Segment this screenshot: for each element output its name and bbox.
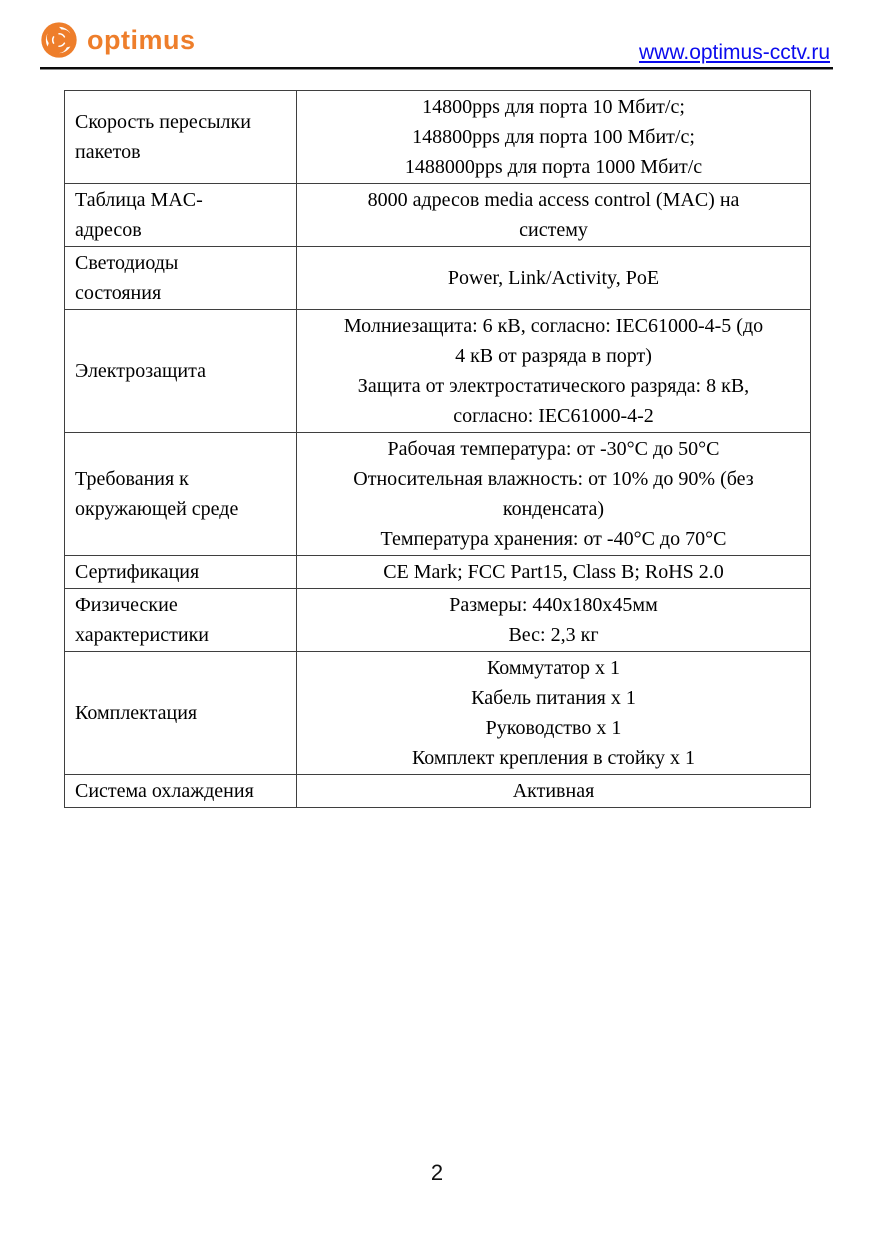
spec-value-line: Руководство x 1 xyxy=(485,717,622,739)
spec-value-cell xyxy=(297,589,811,652)
spec-value-line: Молниезащита: 6 кВ, согласно: IEC61000-4-5 (до xyxy=(343,315,764,337)
spec-value-line: систему xyxy=(519,219,588,241)
table-row xyxy=(65,589,811,652)
spec-value-cell xyxy=(297,91,811,184)
table-row xyxy=(65,91,811,184)
spec-value-line: Защита от электростатического разряда: 8 кВ, xyxy=(357,375,750,397)
spec-value-line: Размеры: 440x180x45мм xyxy=(449,594,658,616)
aperture-icon xyxy=(40,21,78,59)
spec-label-cell xyxy=(65,91,297,184)
spec-label-line: Физические xyxy=(75,594,178,616)
spec-value-cell xyxy=(297,433,811,556)
spec-value-cell xyxy=(297,775,811,808)
spec-label-line: Комплектация xyxy=(75,702,198,724)
spec-value-line: Рабочая температура: от -30°C до 50°C xyxy=(387,438,720,460)
spec-value-cell xyxy=(297,556,811,589)
logo-wordmark: optimus xyxy=(87,25,196,55)
header-divider xyxy=(40,67,833,70)
spec-value-line: Температура хранения: от -40°C до 70°C xyxy=(380,528,727,550)
spec-value-line: Коммутатор x 1 xyxy=(486,657,621,679)
table-row xyxy=(65,310,811,433)
spec-value-line: Power, Link/Activity, PoE xyxy=(447,267,660,289)
spec-label-cell xyxy=(65,589,297,652)
spec-value-line: CE Mark; FCC Part15, Class B; RoHS 2.0 xyxy=(383,561,724,583)
spec-label-line: Скорость пересылки xyxy=(75,111,251,133)
spec-value-line: 8000 адресов media access control (MAC) на xyxy=(367,189,740,211)
spec-value-line: Активная xyxy=(512,780,595,802)
page-number: 2 xyxy=(430,1160,444,1185)
spec-value-line: Вес: 2,3 кг xyxy=(508,624,599,646)
spec-value-line: конденсата) xyxy=(502,498,605,520)
spec-value-cell xyxy=(297,184,811,247)
spec-label-cell xyxy=(65,310,297,433)
spec-label-line: адресов xyxy=(75,219,142,241)
spec-value-line: согласно: IEC61000-4-2 xyxy=(453,405,654,427)
spec-label-cell xyxy=(65,775,297,808)
spec-value-cell xyxy=(297,247,811,310)
table-row xyxy=(65,433,811,556)
spec-label-line: пакетов xyxy=(75,141,141,163)
spec-label-line: окружающей среде xyxy=(75,498,239,520)
optimus-logo xyxy=(40,21,196,59)
spec-label-line: Электрозащита xyxy=(75,360,206,382)
spec-label-line: Сертификация xyxy=(75,561,200,583)
spec-value-line: 4 кВ от разряда в порт) xyxy=(455,345,652,367)
spec-value-line: 1488000pps для порта 1000 Мбит/с xyxy=(404,156,703,178)
table-row xyxy=(65,556,811,589)
spec-label-cell xyxy=(65,652,297,775)
spec-label-cell xyxy=(65,556,297,589)
spec-table-body xyxy=(65,91,811,808)
table-row xyxy=(65,247,811,310)
spec-label-cell xyxy=(65,247,297,310)
spec-label-line: Требования к xyxy=(75,468,189,490)
spec-table xyxy=(64,90,811,808)
site-link[interactable]: www.optimus-cctv.ru xyxy=(639,41,830,64)
spec-label-cell xyxy=(65,433,297,556)
spec-label-line: характеристики xyxy=(75,624,210,646)
spec-label-line: Система охлаждения xyxy=(75,780,254,802)
table-row xyxy=(65,184,811,247)
table-row xyxy=(65,652,811,775)
spec-value-cell xyxy=(297,652,811,775)
spec-value-line: Комплект крепления в стойку x 1 xyxy=(411,747,696,769)
spec-value-line: 14800pps для порта 10 Мбит/с; xyxy=(422,96,685,118)
spec-label-line: Светодиоды xyxy=(75,252,179,274)
spec-label-line: Таблица MAC- xyxy=(75,189,203,211)
spec-value-cell xyxy=(297,310,811,433)
spec-value-line: 148800pps для порта 100 Мбит/с; xyxy=(412,126,695,148)
spec-label-line: состояния xyxy=(75,282,162,304)
spec-value-line: Относительная влажность: от 10% до 90% (без xyxy=(353,468,754,490)
spec-label-cell xyxy=(65,184,297,247)
spec-value-line: Кабель питания x 1 xyxy=(471,687,636,709)
table-row xyxy=(65,775,811,808)
